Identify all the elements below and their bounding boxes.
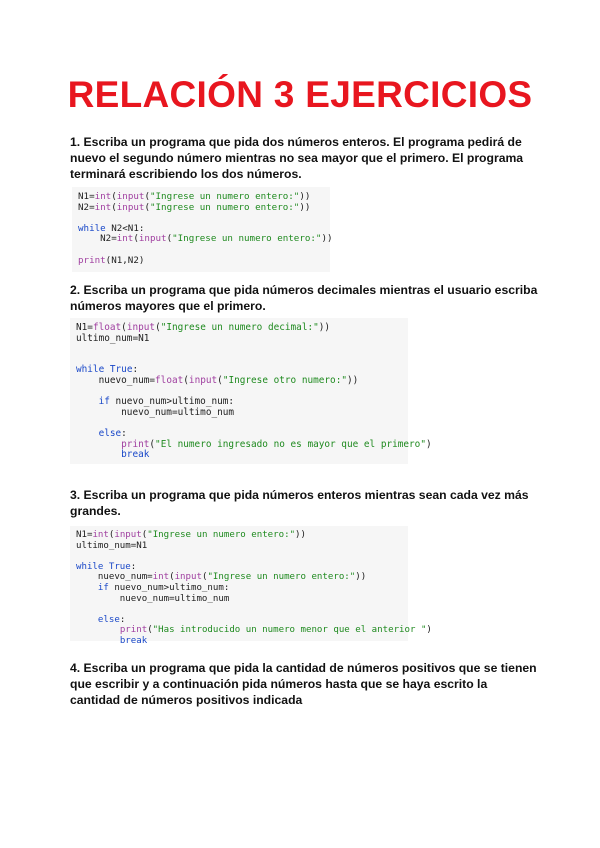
code-token: print [119,625,148,636]
code-token: ( [169,572,175,583]
code-token: else [98,427,122,439]
code-token: : [130,561,137,572]
code-token: ( [149,438,156,450]
code-token: "Has introducido un numero menor que el anterior " [152,625,427,636]
code-token: )) [355,572,367,583]
code-token: input [138,233,167,245]
code-line [76,334,402,345]
code-token: nuevo_num=ultimo_num [76,406,235,418]
code-line [78,203,324,214]
code-token: ) [426,625,432,636]
code-token: ( [141,530,148,540]
code-token: input [114,530,142,540]
code-token: : [132,364,139,376]
code-token: N2= [78,201,95,213]
code-token: ( [166,233,173,245]
code-token: : [121,427,127,439]
code-token: "Ingrese un numero entero:" [147,530,296,540]
code-token: break [121,449,150,461]
code-token: ( [111,191,117,202]
code-token: "Ingrese un numero entero:" [149,191,300,202]
code-token: "El numero ingresado no es mayor que el primero" [155,438,426,450]
code-token: float [92,322,122,333]
code-token: ( [155,322,161,333]
code-token: ( [183,374,189,386]
exercise-3-code-block [70,526,432,646]
code-token: int [94,201,112,213]
code-token: while [76,561,104,572]
code-token: while [76,364,105,376]
code-token: input [188,374,218,386]
code-token: ( [144,201,150,213]
code-token: ultimo_num=N1 [76,332,150,344]
code-line [76,376,402,387]
code-line [78,233,333,245]
code-token: )) [318,322,331,333]
code-token: "Ingrese un numero entero:" [207,572,356,583]
code-token: input [116,201,145,213]
exercise-2-question: 2. Escriba un programa que pida números decimales mientras el usuario escriba números mayores que el primero. [70,283,538,313]
code-token: )) [347,374,359,386]
code-token: input [126,322,156,333]
code-line [76,637,402,648]
code-token: print [78,254,106,266]
code-token: if [98,396,110,408]
code-token: ( [201,572,208,583]
code-token: int [92,530,109,540]
code-token: ultimo_num=N1 [76,540,148,551]
code-token: nuevo_num= [76,572,153,583]
exercise-4-question: 4. Escriba un programa que pida la cantidad de números positivos que se tienen que escribir y a continuación pida números hasta que se haya escrito la cantidad de números positivos indicada [70,661,537,707]
code-token: N1= [76,530,93,540]
code-token: True [109,364,133,376]
code-token [76,439,121,450]
code-token: int [152,572,170,583]
page-title: RELACIÓN 3 EJERCICIOS [67,74,533,115]
code-token: ( [147,625,153,636]
code-line [78,256,324,267]
code-token: ) [425,438,432,450]
code-token: nuevo_num>ultimo_num: [109,396,235,408]
code-token: if [97,582,109,593]
code-token: ( [144,191,150,202]
code-token: "Ingrese otro numero:" [222,374,347,386]
code-token: break [119,635,148,646]
code-line [76,450,402,461]
exercise-3-question: 3. Escriba un programa que pida números enteros mientras sean cada vez más grandes. [70,488,529,518]
code-token: N1= [76,322,93,333]
code-token: while [78,222,106,234]
code-token: "Ingrese un numero entero:" [172,233,322,245]
code-token [76,396,99,407]
exercise-2-code-block [70,318,432,464]
code-token: int [116,233,134,245]
code-token: N2<N1: [105,222,145,234]
code-token: float [155,374,184,386]
code-token: input [116,191,145,202]
code-token [76,625,120,635]
code-token: "Ingrese un numero entero:" [149,201,300,213]
code-line [76,542,402,553]
code-token: ( [217,374,223,386]
code-token: True [108,561,131,572]
code-token [76,449,121,460]
code-token: "Ingrese un numero decimal:" [160,322,319,333]
code-token: ( [133,233,139,245]
code-token [76,615,98,625]
code-token: ( [111,201,117,213]
code-token: N2= [78,233,117,245]
code-line [76,408,402,419]
code-token: ( [108,530,115,540]
code-token: print [121,438,150,450]
code-token: : [119,614,126,625]
code-token: else [97,614,120,625]
code-token: )) [299,201,311,213]
code-token [76,636,120,646]
code-token: nuevo_num=ultimo_num [76,593,230,604]
code-token: )) [295,530,306,540]
exercise-1-code-block [72,187,333,272]
code-token: int [94,191,112,202]
exercise-1-question: 1. Escriba un programa que pida dos números enteros. El programa pedirá de nuevo el segundo número mientras no sea mayor que el primero. El programa terminará escribiendo los dos números. [70,135,524,181]
code-token: )) [321,233,333,245]
code-token: )) [299,191,311,202]
code-token: N1= [78,191,95,202]
code-token: (N1,N2) [105,254,145,266]
code-token: ( [121,322,127,333]
code-line [76,595,402,606]
code-token: nuevo_num= [76,374,156,386]
code-line [76,344,402,355]
code-token: input [174,572,202,583]
code-token [76,583,98,593]
code-token [76,428,99,439]
code-token: nuevo_num>ultimo_num: [108,582,230,593]
